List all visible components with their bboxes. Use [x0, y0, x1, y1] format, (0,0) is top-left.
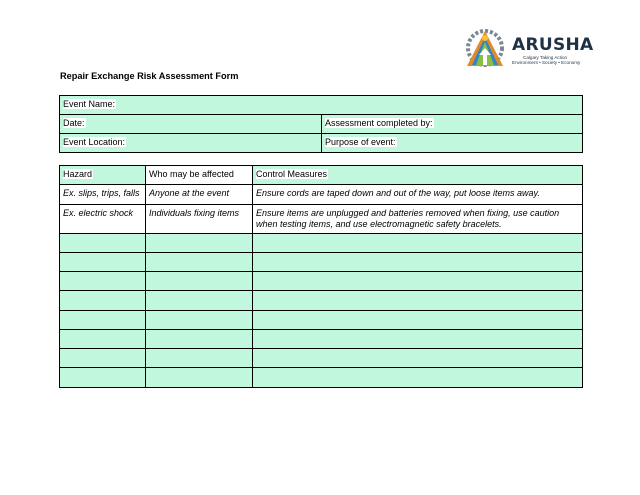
- example-2-who: Individuals fixing items: [146, 205, 252, 233]
- blank-who-cell[interactable]: [146, 311, 252, 329]
- brand-tagline-2: Environment • Society • Economy: [512, 60, 581, 65]
- table-border: [59, 252, 583, 253]
- blank-who-cell[interactable]: [146, 349, 252, 367]
- table-border: [582, 165, 583, 388]
- table-border: [582, 95, 583, 153]
- example-1-hazard: Ex. slips, trips, falls: [60, 185, 145, 204]
- event-location-cell[interactable]: [60, 134, 321, 152]
- brand-tagline-1: Calgary Taking Action: [523, 55, 568, 60]
- blank-control-cell[interactable]: [253, 253, 582, 271]
- blank-control-cell[interactable]: [253, 311, 582, 329]
- header-control-measures: Control Measures: [253, 166, 582, 184]
- table-border: [59, 95, 583, 96]
- event-name-cell[interactable]: [60, 96, 582, 114]
- table-border: [59, 387, 583, 388]
- blank-who-cell[interactable]: [146, 368, 252, 387]
- table-border: [59, 165, 583, 166]
- blank-hazard-cell[interactable]: [60, 291, 145, 310]
- purpose-cell[interactable]: [322, 134, 582, 152]
- purpose-label: Purpose of event:: [325, 137, 396, 147]
- example-2-hazard: Ex. electric shock: [60, 205, 145, 233]
- table-border: [321, 114, 322, 153]
- table-border: [59, 271, 583, 272]
- blank-control-cell[interactable]: [253, 368, 582, 387]
- date-label: Date:: [63, 118, 85, 128]
- blank-hazard-cell[interactable]: [60, 253, 145, 271]
- blank-who-cell[interactable]: [146, 291, 252, 310]
- table-border: [59, 184, 583, 185]
- blank-hazard-cell[interactable]: [60, 272, 145, 290]
- date-cell[interactable]: [60, 115, 321, 133]
- blank-control-cell[interactable]: [253, 272, 582, 290]
- blank-control-cell[interactable]: [253, 349, 582, 367]
- example-2-control: Ensure items are unplugged and batteries removed when fixing, use caution when testing items, and use electromagnetic safety bracelets.: [253, 205, 582, 233]
- table-border: [145, 165, 146, 388]
- blank-who-cell[interactable]: [146, 253, 252, 271]
- table-border: [59, 95, 60, 153]
- blank-who-cell[interactable]: [146, 330, 252, 348]
- blank-who-cell[interactable]: [146, 272, 252, 290]
- table-border: [59, 204, 583, 205]
- arusha-emblem-icon: [463, 28, 509, 70]
- example-1-control: Ensure cords are taped down and out of the way, put loose items away.: [253, 185, 582, 204]
- table-border: [59, 348, 583, 349]
- table-border: [59, 310, 583, 311]
- table-border: [59, 290, 583, 291]
- assessment-by-label: Assessment completed by:: [325, 118, 433, 128]
- event-location-label: Event Location:: [63, 137, 126, 147]
- example-1-who: Anyone at the event: [146, 185, 252, 204]
- blank-hazard-cell[interactable]: [60, 368, 145, 387]
- brand-name: ARUSHA: [512, 35, 594, 55]
- event-name-label: Event Name:: [63, 99, 116, 109]
- blank-hazard-cell[interactable]: [60, 311, 145, 329]
- blank-control-cell[interactable]: [253, 330, 582, 348]
- table-border: [59, 367, 583, 368]
- blank-hazard-cell[interactable]: [60, 330, 145, 348]
- blank-who-cell[interactable]: [146, 234, 252, 252]
- blank-hazard-cell[interactable]: [60, 234, 145, 252]
- header-who-affected: Who may be affected: [146, 166, 252, 184]
- header-hazard: Hazard: [60, 166, 145, 184]
- table-border: [252, 165, 253, 388]
- blank-control-cell[interactable]: [253, 234, 582, 252]
- blank-hazard-cell[interactable]: [60, 349, 145, 367]
- arusha-logo: [463, 28, 594, 70]
- table-border: [59, 329, 583, 330]
- table-border: [59, 233, 583, 234]
- table-border: [59, 165, 60, 388]
- blank-control-cell[interactable]: [253, 291, 582, 310]
- form-title: Repair Exchange Risk Assessment Form: [60, 71, 239, 81]
- assessment-by-cell[interactable]: [322, 115, 582, 133]
